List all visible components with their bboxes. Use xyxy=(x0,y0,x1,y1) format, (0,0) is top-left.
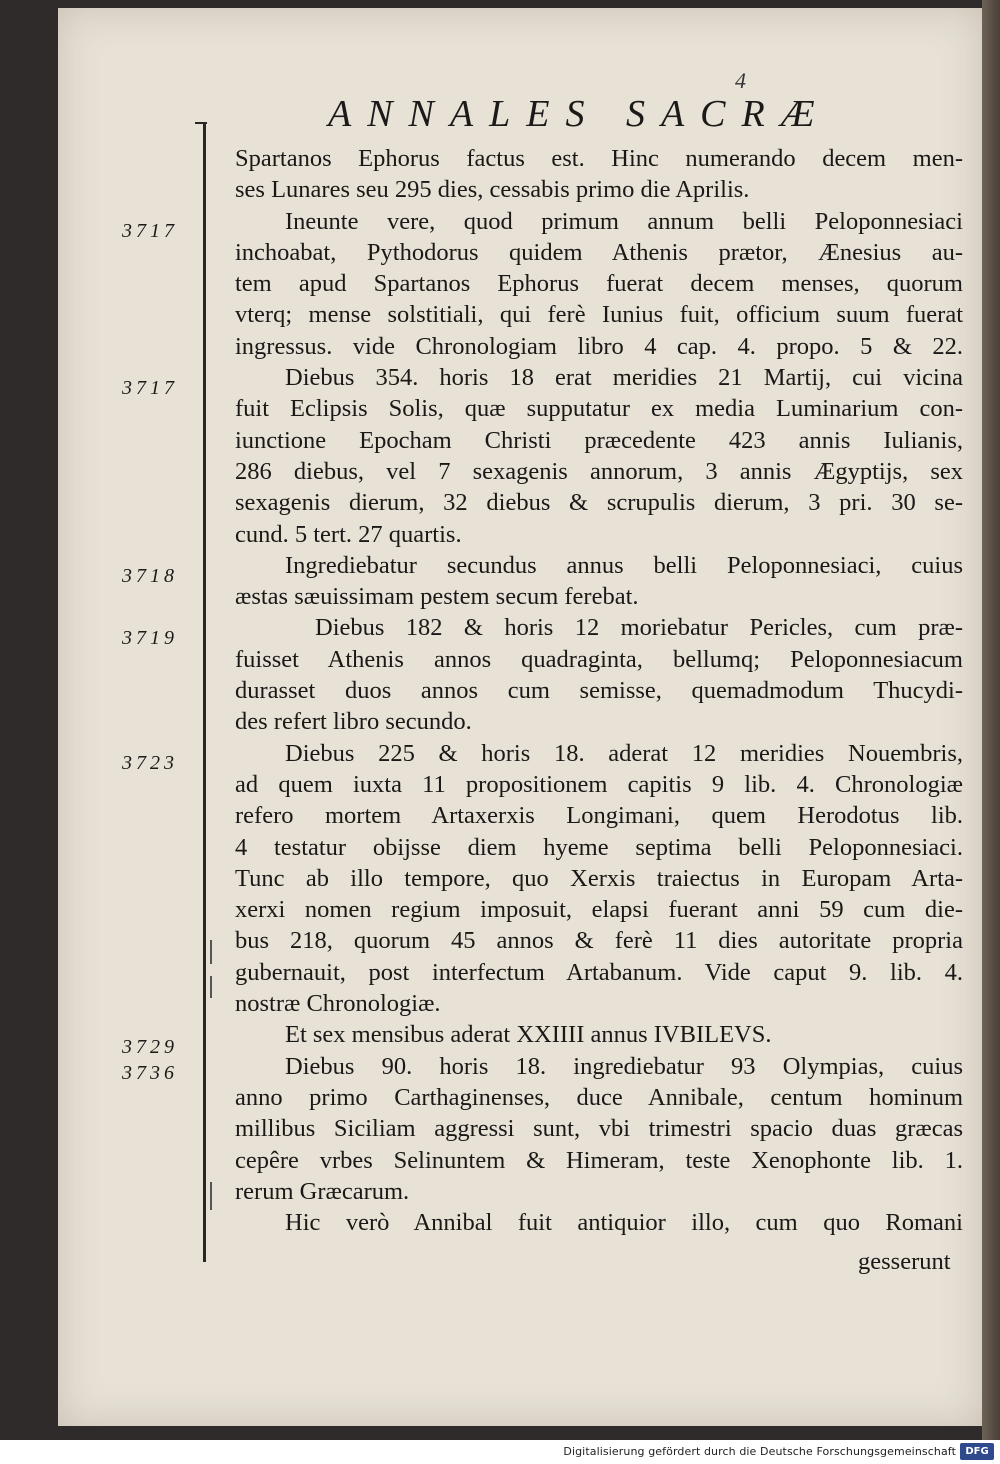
margin-year: 3717 xyxy=(122,377,178,399)
margin-year: 3719 xyxy=(122,627,178,649)
text-line: cepêre vrbes Selinuntem & Himeram, teste Xenophonte lib. 1. xyxy=(235,1146,963,1174)
text-line: ingressus. vide Chronologiam libro 4 cap. 4. propo. 5 & 22. xyxy=(235,332,963,360)
text-line: tem apud Spartanos Ephorus fuerat decem menses, quorum xyxy=(235,270,963,298)
text-line: Tunc ab illo tempore, quo Xerxis traiectus in Europam Arta- xyxy=(235,864,963,892)
text-line: inchoabat, Pythodorus quidem Athenis prætor, Ænesius au- xyxy=(235,238,963,266)
text-line: Diebus 354. horis 18 erat meridies 21 Martij, cui vicina xyxy=(285,364,963,392)
text-line: fuisset Athenis annos quadraginta, bellumq; Peloponnesiacum xyxy=(235,645,963,673)
text-line: Et sex mensibus aderat XXIIII annus IVBILEVS. xyxy=(285,1021,772,1049)
text-line: æstas sæuissimam pestem secum ferebat. xyxy=(235,583,639,611)
margin-tick xyxy=(210,976,212,998)
text-line: 4 testatur obijsse diem hyeme septima belli Peloponnesiaci. xyxy=(235,833,963,861)
text-line: nostræ Chronologiæ. xyxy=(235,990,441,1018)
dfg-logo: DFG xyxy=(960,1443,994,1460)
book-edge xyxy=(982,0,1000,1440)
text-line: cund. 5 tert. 27 quartis. xyxy=(235,520,462,548)
text-line: vterq; mense solstitiali, qui ferè Iunius fuit, officium suum fuerat xyxy=(235,301,963,329)
text-line: des refert libro secundo. xyxy=(235,708,472,736)
margin-year: 3717 xyxy=(122,220,178,242)
page-signature-mark: 4 xyxy=(735,68,746,93)
text-line: Diebus 182 & horis 12 moriebatur Pericles, cum præ- xyxy=(315,614,963,642)
text-line: 286 diebus, vel 7 sexagenis annorum, 3 annis Ægyptijs, sex xyxy=(235,457,963,485)
text-line: anno primo Carthaginenses, duce Annibale, centum hominum xyxy=(235,1083,963,1111)
text-line: Diebus 90. horis 18. ingrediebatur 93 Olympias, cuius xyxy=(285,1052,963,1080)
running-title: ANNALES SACRÆ xyxy=(328,93,831,135)
footer-credit: Digitalisierung gefördert durch die Deutsche Forschungsgemeinschaft xyxy=(563,1445,956,1458)
text-line: bus 218, quorum 45 annos & ferè 11 dies autoritate propria xyxy=(235,927,963,955)
text-line: Ingrediebatur secundus annus belli Peloponnesiaci, cuius xyxy=(285,551,963,579)
margin-tick xyxy=(210,1182,212,1210)
text-line: ad quem iuxta 11 propositionem capitis 9 lib. 4. Chronologiæ xyxy=(235,770,963,798)
text-line: Spartanos Ephorus factus est. Hinc numerando decem men- xyxy=(235,145,963,172)
text-line: ses Lunares seu 295 dies, cessabis primo die Aprilis. xyxy=(235,176,750,204)
text-line: xerxi nomen regium imposuit, elapsi fuerant anni 59 cum die- xyxy=(235,896,963,924)
text-line: Diebus 225 & horis 18. aderat 12 meridies Nouembris, xyxy=(285,739,963,767)
body-text xyxy=(235,143,963,1238)
text-line: iunctione Epocham Christi præcedente 423 annis Iulianis, xyxy=(235,426,963,454)
text-line: sexagenis dierum, 32 diebus & scrupulis dierum, 3 pri. 30 se- xyxy=(235,489,963,517)
text-line: rerum Græcarum. xyxy=(235,1177,410,1205)
text-line: Hic verò Annibal fuit antiquior illo, cum quo Romani xyxy=(285,1209,963,1237)
margin-year: 3736 xyxy=(122,1062,178,1084)
catchword: gesserunt xyxy=(858,1248,951,1275)
margin-year: 3729 xyxy=(122,1036,178,1058)
margin-rule xyxy=(203,122,206,1262)
text-line: millibus Siciliam aggressi sunt, vbi trimestri spacio duas græcas xyxy=(235,1115,963,1143)
text-line: fuit Eclipsis Solis, quæ supputatur ex media Luminarium con- xyxy=(235,395,963,423)
margin-tick xyxy=(210,940,212,964)
text-line: durasset duos annos cum semisse, quemadmodum Thucydi- xyxy=(235,677,963,705)
text-line: gubernauit, post interfectum Artabanum. Vide caput 9. lib. 4. xyxy=(235,958,963,986)
margin-year: 3723 xyxy=(122,752,178,774)
text-line: refero mortem Artaxerxis Longimani, quem Herodotus lib. xyxy=(235,802,963,830)
text-line: Ineunte vere, quod primum annum belli Peloponnesiaci xyxy=(285,207,963,235)
footer-bar xyxy=(0,1440,1000,1464)
margin-year: 3718 xyxy=(122,565,178,587)
